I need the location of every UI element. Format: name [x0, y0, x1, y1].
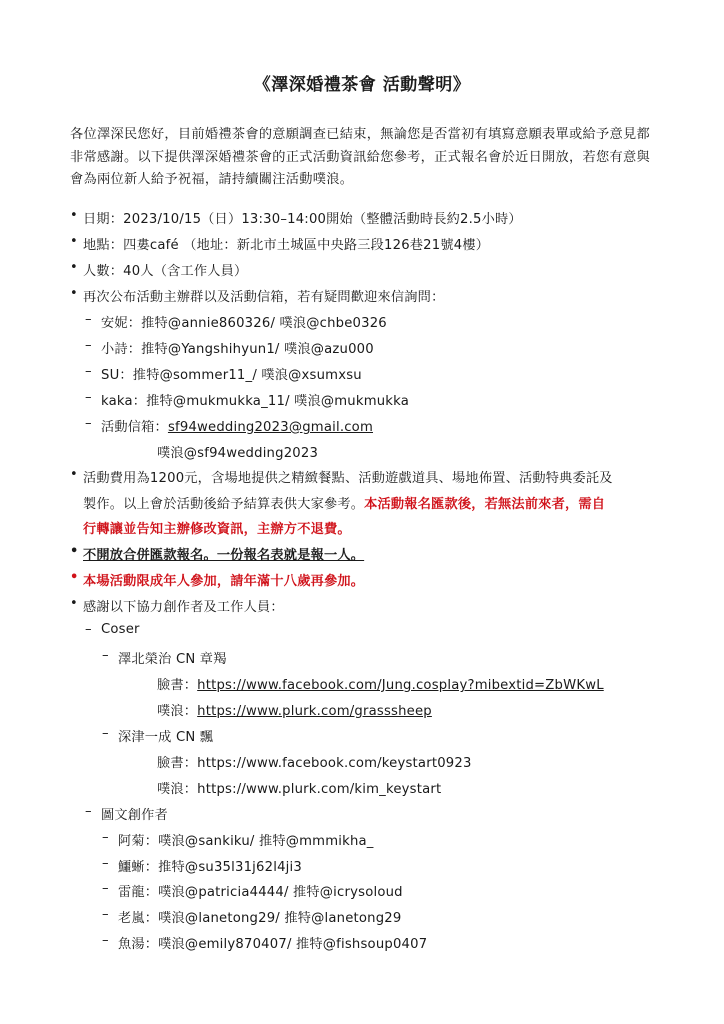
artist-item: – 老嵐：噗浪@lanetong29/ 推特@lanetong29 — [118, 907, 401, 926]
artist-item: – 魚湯：噗浪@emily870407/ 推特@fishsoup0407 — [118, 933, 427, 952]
page-title: 《澤深婚禮茶會 活動聲明》 — [253, 75, 471, 95]
fee-warning-cont: 行轉讓並告知主辦修改資訊，主辦方不退費。 — [83, 522, 351, 537]
mail-link[interactable]: sf94wedding2023@gmail.com — [167, 420, 373, 435]
intro-paragraph: 各位澤深民您好，目前婚禮茶會的意願調查已結束，無論您是否當初有填寫意願表單或給予意見都非常感謝。以下提供澤深婚禮茶會的正式活動資訊給您參考，正式報名會於近日開放，若您有意與會為兩位新人給予祝福，請持續關注活動噗浪。 — [70, 127, 650, 187]
bullet-fee: • 活動費用為1200元，含場地提供之精緻餐點、活動遊戲道具、場地佈置、活動特典委託及 — [83, 467, 613, 486]
bullet-thanks: • 感謝以下協力創作者及工作人員： — [83, 596, 284, 615]
plurk-label: 噗浪： — [157, 704, 198, 719]
artist-heading: – 圖文創作者 — [101, 804, 168, 823]
coser2-facebook: 臉書：https://www.facebook.com/keystart0923 — [157, 756, 472, 771]
organizer-item: – kaka：推特@mukmukka_11/ 噗浪@mukmukka — [101, 390, 409, 409]
artist-item: – 阿菊：噗浪@sankiku/ 推特@mmmikha_ — [118, 830, 374, 849]
bullet-people: • 人數：40人（含工作人員） — [83, 260, 247, 279]
organizer-item: – SU：推特@sommer11_/ 噗浪@xsumxsu — [101, 364, 362, 383]
artist-item: – 鱷蜥：推特@su35l31j62l4ji3 — [118, 856, 302, 875]
plurk-link[interactable]: https://www.plurk.com/grasssheep — [197, 704, 432, 719]
coser1-plurk — [157, 700, 432, 719]
coser-heading: – Coser — [101, 622, 140, 637]
artist-item: – 雷龍：噗浪@patricia4444/ 推特@icrysoloud — [118, 881, 403, 900]
fee-text: 製作。以上會於活動後給予結算表供大家參考。 — [83, 497, 365, 512]
bullet-contact: • 再次公布活動主辦群以及活動信箱，若有疑問歡迎來信詢問： — [83, 286, 444, 305]
organizer-mail — [101, 416, 373, 435]
bullet-adult-only: • 本場活動限成年人參加，請年滿十八歲再參加。 — [83, 570, 364, 589]
mail-label: 活動信箱： — [101, 420, 168, 435]
organizer-item: – 安妮：推特@annie860326/ 噗浪@chbe0326 — [101, 312, 387, 331]
fee-warning: 本活動報名匯款後，若無法前來者，需自 — [364, 497, 606, 512]
facebook-label: 臉書： — [157, 678, 198, 693]
facebook-link[interactable]: https://www.facebook.com/Jung.cosplay?mibextid=ZbWKwL — [197, 678, 604, 693]
mail-plurk: 噗浪@sf94wedding2023 — [157, 446, 319, 461]
organizer-item: – 小詩：推特@Yangshihyun1/ 噗浪@azu000 — [101, 338, 374, 357]
coser-item: – 深津一成 CN 飄 — [118, 726, 213, 745]
coser1-facebook — [157, 674, 604, 693]
bullet-date: • 日期：2023/10/15（日）13:30–14:00開始（整體活動時長約2.5小時） — [83, 208, 522, 227]
bullet-place: • 地點：四婁café （地址：新北市土城區中央路三段126巷21號4樓） — [83, 234, 489, 253]
coser2-plurk: 噗浪：https://www.plurk.com/kim_keystart — [157, 782, 442, 797]
bullet-no-group: • 不開放合併匯款報名。一份報名表就是報一人。 — [83, 544, 364, 563]
fee-line-2 — [83, 493, 605, 512]
coser-item: – 澤北榮治 CN 章羯 — [118, 648, 227, 667]
